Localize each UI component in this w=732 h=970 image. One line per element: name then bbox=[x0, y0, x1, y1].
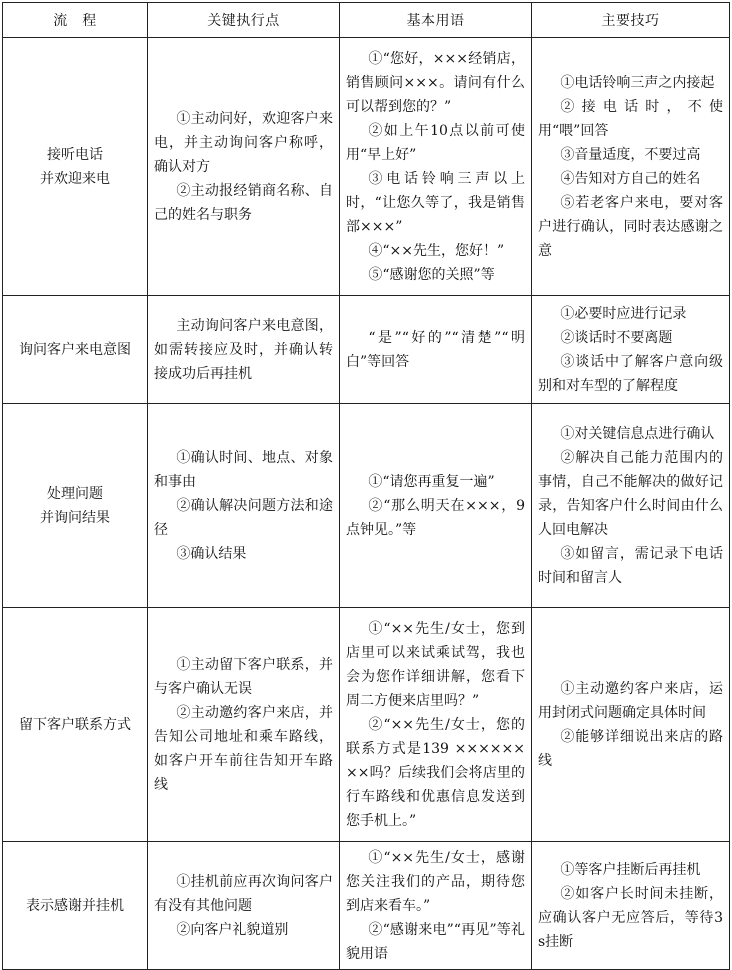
step-label: 接听电话 bbox=[47, 146, 103, 163]
key-point: ①主动留下客户联系，并与客户确认无误 bbox=[154, 656, 333, 697]
tip: ②谈话时不要离题 bbox=[560, 329, 673, 346]
phrase: ④“××先生，您好！” bbox=[368, 242, 505, 259]
tip: ①主动邀约客户来店，运用封闭式问题确定具体时间 bbox=[538, 680, 723, 721]
tip: ①对关键信息点进行确认 bbox=[560, 425, 715, 442]
phrase: ②“××先生/女士，您的联系方式是139 ××××××××吗？后续我们会将店里的行车路线和优惠信息发送到您手机上。” bbox=[346, 716, 525, 829]
step-cell bbox=[3, 842, 148, 970]
key-points-cell bbox=[148, 608, 340, 842]
phrases-cell bbox=[340, 608, 532, 842]
phone-reception-process-table bbox=[2, 2, 730, 970]
tip: ③音量适度，不要过高 bbox=[560, 146, 701, 163]
key-point: ②向客户礼貌道别 bbox=[176, 921, 289, 938]
table-row bbox=[3, 608, 730, 842]
table-row bbox=[3, 296, 730, 404]
step-label: 并询问结果 bbox=[40, 509, 110, 526]
key-points-cell bbox=[148, 296, 340, 404]
step-label: 并欢迎来电 bbox=[40, 170, 110, 187]
step-label: 表示感谢并挂机 bbox=[26, 897, 124, 914]
tips-cell bbox=[532, 404, 730, 608]
tip: ③谈话中了解客户意向级别和对车型的了解程度 bbox=[538, 353, 723, 394]
table-header-row bbox=[3, 3, 730, 38]
tip: ④告知对方自己的姓名 bbox=[560, 170, 701, 187]
key-point: ③确认结果 bbox=[176, 545, 247, 562]
header-basic-phrases: 基本用语 bbox=[340, 3, 532, 38]
phrase: ②“感谢来电”“再见”等礼貌用语 bbox=[346, 921, 525, 962]
tips-cell bbox=[532, 842, 730, 970]
tip: ③如留言，需记录下电话时间和留言人 bbox=[538, 545, 723, 586]
key-points-cell bbox=[148, 842, 340, 970]
key-point: ②主动邀约客户来店，并告知公司地址和乘车路线，如客户开车前往告知开车路线 bbox=[154, 704, 333, 793]
step-cell bbox=[3, 404, 148, 608]
key-point: ①挂机前应再次询问客户有没有其他问题 bbox=[154, 873, 333, 914]
header-key-points: 关键执行点 bbox=[148, 3, 340, 38]
key-points-cell bbox=[148, 38, 340, 296]
table-row bbox=[3, 404, 730, 608]
key-point: 主动询问客户来电意图，如需转接应及时，并确认转接成功后再挂机 bbox=[154, 317, 333, 382]
header-process: 流 程 bbox=[3, 3, 148, 38]
tip: ①等客户挂断后再挂机 bbox=[560, 861, 701, 878]
step-label: 询问客户来电意图 bbox=[19, 341, 131, 358]
tips-cell bbox=[532, 296, 730, 404]
step-label: 留下客户联系方式 bbox=[19, 716, 131, 733]
table-row bbox=[3, 842, 730, 970]
phrase: ①“××先生/女士，感谢您关注我们的产品，期待您到店来看车。” bbox=[346, 849, 525, 914]
phrase: ⑤“感谢您的关照”等 bbox=[368, 266, 495, 283]
phrase: ②“那么明天在×××，9点钟见。”等 bbox=[346, 497, 525, 538]
table-row bbox=[3, 38, 730, 296]
phrases-cell bbox=[340, 842, 532, 970]
phrases-cell bbox=[340, 38, 532, 296]
tips-cell bbox=[532, 608, 730, 842]
step-cell bbox=[3, 38, 148, 296]
phrases-cell bbox=[340, 404, 532, 608]
key-point: ②确认解决问题方法和途径 bbox=[154, 497, 333, 538]
tip: ②如客户长时间未挂断，应确认客户无应答后，等待3 s挂断 bbox=[538, 885, 723, 950]
step-cell bbox=[3, 296, 148, 404]
header-main-tips: 主要技巧 bbox=[532, 3, 730, 38]
tip: ②能够详细说出来店的路线 bbox=[538, 728, 723, 769]
key-point: ①确认时间、地点、对象和事由 bbox=[154, 449, 333, 490]
tip: ②接电话时，不使用“喂”回答 bbox=[538, 98, 723, 139]
tip: ①必要时应进行记录 bbox=[560, 305, 687, 322]
step-cell bbox=[3, 608, 148, 842]
tips-cell bbox=[532, 38, 730, 296]
key-point: ①主动问好，欢迎客户来电，并主动询问客户称呼，确认对方 bbox=[154, 110, 333, 175]
key-points-cell bbox=[148, 404, 340, 608]
key-point: ②主动报经销商名称、自己的姓名与职务 bbox=[154, 182, 333, 223]
tip: ⑤若老客户来电，要对客户进行确认，同时表达感谢之意 bbox=[538, 194, 723, 259]
phrase: ③电话铃响三声以上时，“让您久等了，我是销售部×××” bbox=[346, 170, 525, 235]
phrases-cell bbox=[340, 296, 532, 404]
tip: ②解决自己能力范围内的事情，自己不能解决的做好记录，告知客户什么时间由什么人回电解决 bbox=[538, 449, 723, 538]
tip: ①电话铃响三声之内接起 bbox=[560, 74, 715, 91]
phrase: ①“××先生/女士，您到店里可以来试乘试驾，我也会为您作详细讲解，您看下周二方便来店里吗？” bbox=[346, 620, 525, 709]
phrase: ②如上午10点以前可使用“早上好” bbox=[346, 122, 525, 163]
phrase: ①“请您再重复一遍” bbox=[368, 473, 495, 490]
phrase: “是”“好的”“清楚”“明白”等回答 bbox=[346, 329, 525, 370]
phrase: ①“您好，×××经销店，销售顾问×××。请问有什么可以帮到您的？” bbox=[346, 50, 525, 115]
step-label: 处理问题 bbox=[47, 485, 103, 502]
